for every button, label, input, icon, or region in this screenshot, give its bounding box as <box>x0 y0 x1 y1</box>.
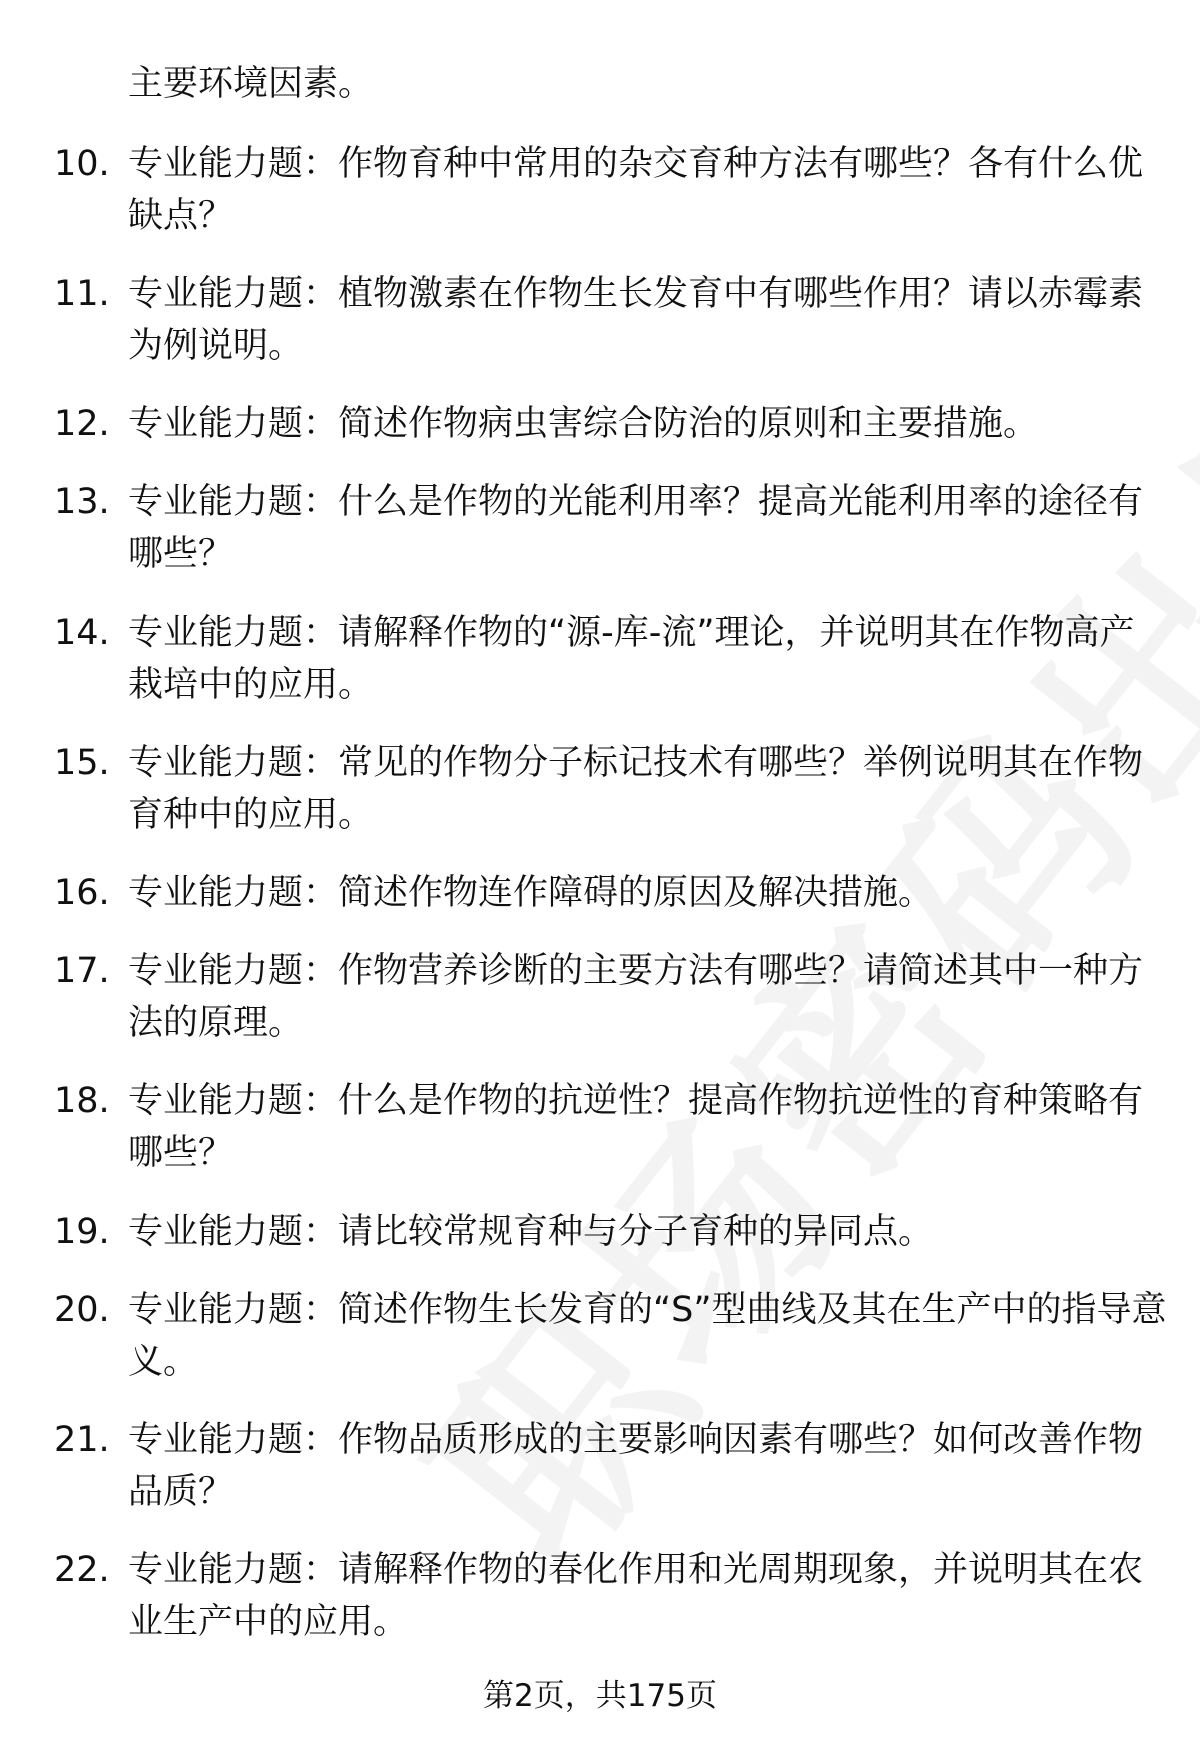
question-text: 专业能力题：常见的作物分子标记技术有哪些？举例说明其在作物育种中的应用。 <box>128 743 1144 835</box>
question-text: 专业能力题：请解释作物的“源-库-流”理论，并说明其在作物高产栽培中的应用。 <box>128 613 1135 705</box>
question-text: 专业能力题：简述作物连作障碍的原因及解决措施。 <box>128 873 934 913</box>
question-number: 17. <box>54 951 110 991</box>
question-number: 16. <box>54 873 110 913</box>
question-number: 10. <box>54 144 110 184</box>
question-number: 21. <box>54 1420 110 1460</box>
question-text: 专业能力题：请解释作物的春化作用和光周期现象，并说明其在农业生产中的应用。 <box>128 1550 1144 1642</box>
question-number: 19. <box>54 1212 110 1252</box>
question-number: 14. <box>54 613 110 653</box>
question-number: 22. <box>54 1550 110 1590</box>
question-text: 专业能力题：什么是作物的光能利用率？提高光能利用率的途径有哪些？ <box>128 482 1144 574</box>
continuation-text: 主要环境因素。 <box>128 64 374 104</box>
question-text: 专业能力题：作物品质形成的主要影响因素有哪些？如何改善作物品质？ <box>128 1420 1144 1512</box>
question-text: 专业能力题：请比较常规育种与分子育种的异同点。 <box>128 1212 934 1252</box>
question-text: 专业能力题：作物育种中常用的杂交育种方法有哪些？各有什么优缺点？ <box>128 144 1144 236</box>
question-number: 15. <box>54 743 110 783</box>
question-number: 20. <box>54 1290 110 1330</box>
question-text: 专业能力题：简述作物生长发育的“S”型曲线及其在生产中的指导意义。 <box>128 1290 1167 1382</box>
page-footer: 第2页，共175页 <box>483 1678 717 1714</box>
question-number: 11. <box>54 274 110 314</box>
question-number: 13. <box>54 482 110 522</box>
question-number: 12. <box>54 404 110 444</box>
question-text: 专业能力题：植物激素在作物生长发育中有哪些作用？请以赤霉素为例说明。 <box>128 274 1144 366</box>
question-number: 18. <box>54 1081 110 1121</box>
question-text: 专业能力题：简述作物病虫害综合防治的原则和主要措施。 <box>128 404 1039 444</box>
question-text: 专业能力题：作物营养诊断的主要方法有哪些？请简述其中一种方法的原理。 <box>128 951 1144 1043</box>
question-text: 专业能力题：什么是作物的抗逆性？提高作物抗逆性的育种策略有哪些？ <box>128 1081 1144 1173</box>
